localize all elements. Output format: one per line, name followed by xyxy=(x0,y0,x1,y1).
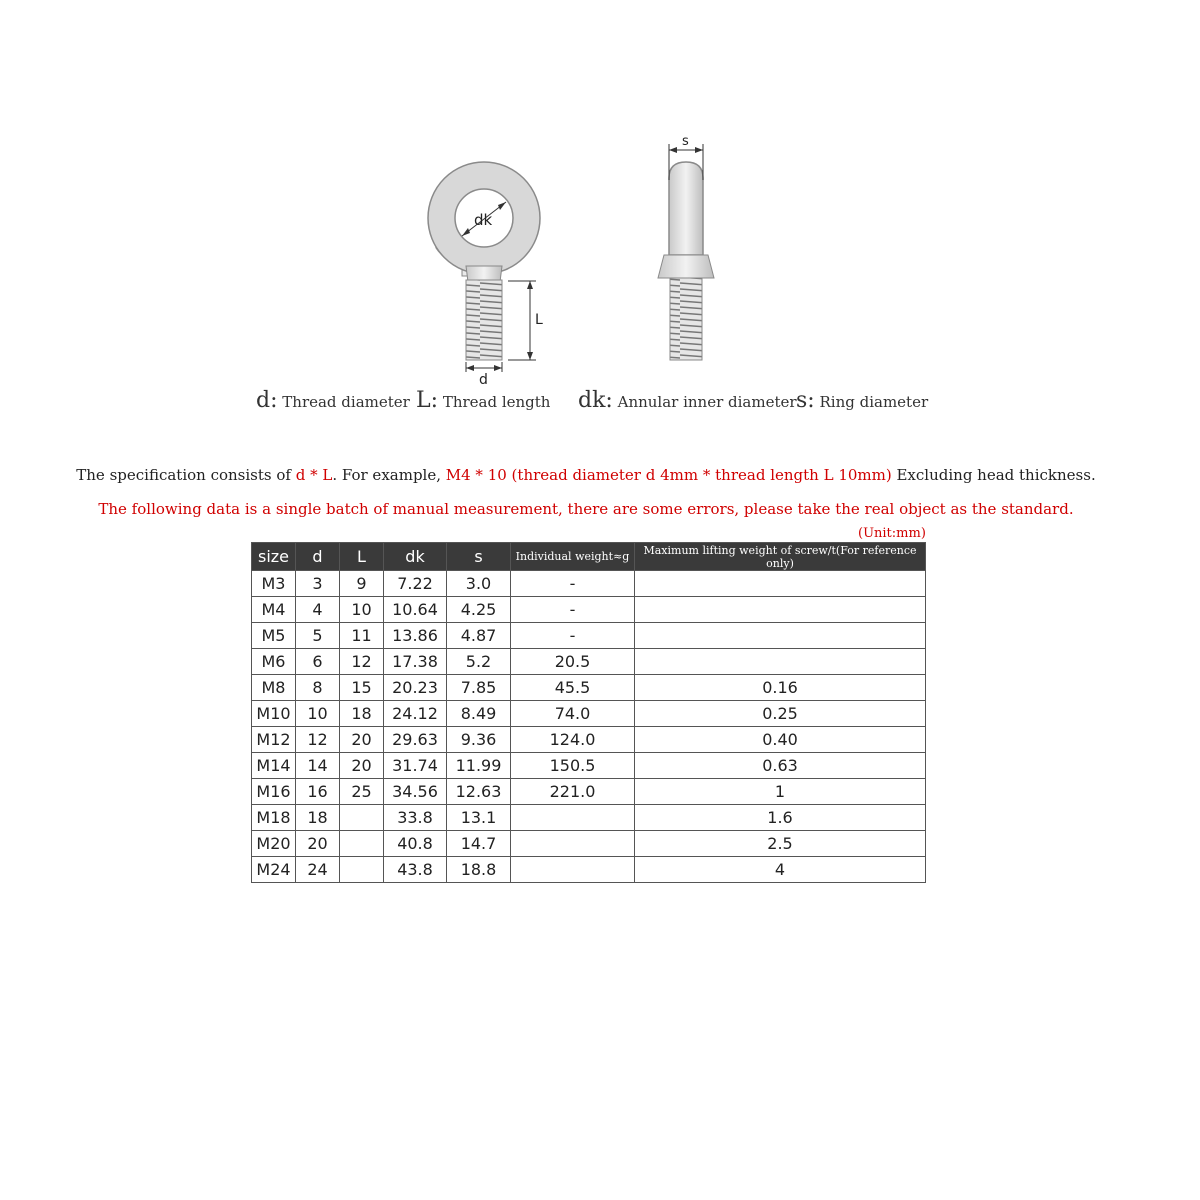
table-cell: 0.25 xyxy=(635,701,926,727)
table-cell: - xyxy=(511,623,635,649)
spec-example: M4 * 10 (thread diameter d 4mm * thread length L 10mm) xyxy=(445,466,892,484)
table-cell: 33.8 xyxy=(384,805,447,831)
spec-after: Excluding head thickness. xyxy=(896,466,1096,484)
dk-label: dk xyxy=(474,211,493,229)
table-row xyxy=(252,571,926,597)
table-cell: 25 xyxy=(340,779,384,805)
table-cell: 0.40 xyxy=(635,727,926,753)
spec-formula: d * L xyxy=(295,466,333,484)
table-cell: 20.5 xyxy=(511,649,635,675)
table-cell: M14 xyxy=(252,753,296,779)
legend-key: L: xyxy=(416,388,439,413)
table-cell: 3 xyxy=(296,571,340,597)
table-cell xyxy=(635,597,926,623)
table-cell: 20.23 xyxy=(384,675,447,701)
table-cell: 3.0 xyxy=(447,571,511,597)
table-cell: 8 xyxy=(296,675,340,701)
thread-shank xyxy=(466,280,502,360)
table-cell: M3 xyxy=(252,571,296,597)
table-cell: 14.7 xyxy=(447,831,511,857)
table-cell: 8.49 xyxy=(447,701,511,727)
table-cell: M4 xyxy=(252,597,296,623)
table-cell: M18 xyxy=(252,805,296,831)
unit-label: (Unit:mm) xyxy=(858,526,926,541)
table-cell: 14 xyxy=(296,753,340,779)
col-header: dk xyxy=(384,543,447,571)
table-cell xyxy=(635,571,926,597)
table-cell: 2.5 xyxy=(635,831,926,857)
table-cell: 4 xyxy=(296,597,340,623)
col-header: size xyxy=(252,543,296,571)
table-cell: 1.6 xyxy=(635,805,926,831)
table-row xyxy=(252,675,926,701)
table-cell: 24.12 xyxy=(384,701,447,727)
col-header: s xyxy=(447,543,511,571)
col-header: d xyxy=(296,543,340,571)
legend-desc: Thread length xyxy=(442,393,551,411)
table-cell: 12 xyxy=(296,727,340,753)
legend-L xyxy=(416,388,550,413)
table-cell: 45.5 xyxy=(511,675,635,701)
table-cell: 24 xyxy=(296,857,340,883)
spec-table xyxy=(251,542,926,883)
eye-bolt-diagram xyxy=(0,0,1200,440)
table-cell: 5.2 xyxy=(447,649,511,675)
table-cell: M8 xyxy=(252,675,296,701)
table-cell: 9 xyxy=(340,571,384,597)
table-cell: 18 xyxy=(340,701,384,727)
col-header: Individual weight≈g xyxy=(511,543,635,571)
legend-desc: Annular inner diameter xyxy=(617,393,797,411)
legend-key: dk: xyxy=(578,388,613,413)
table-cell: 4.87 xyxy=(447,623,511,649)
side-view xyxy=(658,134,714,360)
table-cell: 150.5 xyxy=(511,753,635,779)
table-cell: 20 xyxy=(340,727,384,753)
table-row xyxy=(252,779,926,805)
legend-d xyxy=(256,388,410,413)
table-cell: 74.0 xyxy=(511,701,635,727)
table-cell: 20 xyxy=(296,831,340,857)
table-row xyxy=(252,805,926,831)
legend-dk xyxy=(578,388,797,413)
table-row xyxy=(252,649,926,675)
col-header: Maximum lifting weight of screw/t(For reference only) xyxy=(635,543,926,571)
table-cell: 10.64 xyxy=(384,597,447,623)
table-cell: M20 xyxy=(252,831,296,857)
spec-description xyxy=(0,466,1172,484)
table-cell xyxy=(340,805,384,831)
table-row xyxy=(252,727,926,753)
table-header-row xyxy=(252,543,926,571)
table-row xyxy=(252,701,926,727)
collar xyxy=(658,255,714,278)
table-cell: 40.8 xyxy=(384,831,447,857)
table-cell: 15 xyxy=(340,675,384,701)
table-cell: 10 xyxy=(296,701,340,727)
table-cell: M16 xyxy=(252,779,296,805)
ring-side xyxy=(669,162,703,255)
table-cell xyxy=(635,623,926,649)
col-header: L xyxy=(340,543,384,571)
table-cell: 221.0 xyxy=(511,779,635,805)
table-cell: 1 xyxy=(635,779,926,805)
table-cell xyxy=(340,831,384,857)
table-cell: M24 xyxy=(252,857,296,883)
table-cell xyxy=(511,831,635,857)
table-cell: 29.63 xyxy=(384,727,447,753)
table-cell: 0.16 xyxy=(635,675,926,701)
table-cell xyxy=(511,857,635,883)
table-cell: 31.74 xyxy=(384,753,447,779)
table-row xyxy=(252,597,926,623)
spec-before: The specification consists of xyxy=(76,466,291,484)
table-cell: 7.85 xyxy=(447,675,511,701)
table-cell: 4 xyxy=(635,857,926,883)
table-cell: 12 xyxy=(340,649,384,675)
table-cell: 9.36 xyxy=(447,727,511,753)
s-label: s xyxy=(682,134,689,149)
table-row xyxy=(252,623,926,649)
table-cell: M12 xyxy=(252,727,296,753)
table-cell: 124.0 xyxy=(511,727,635,753)
L-label: L xyxy=(535,312,543,328)
table-cell xyxy=(511,805,635,831)
table-cell: 6 xyxy=(296,649,340,675)
table-cell: M6 xyxy=(252,649,296,675)
table-cell: M5 xyxy=(252,623,296,649)
legend-desc: Thread diameter xyxy=(282,393,410,411)
table-cell: 7.22 xyxy=(384,571,447,597)
legend-s xyxy=(796,388,928,413)
measurement-note: The following data is a single batch of manual measurement, there are some errors, please take the real object as the standard. xyxy=(98,500,1074,518)
table-cell: 13.1 xyxy=(447,805,511,831)
legend-key: s: xyxy=(796,388,815,413)
table-cell xyxy=(340,857,384,883)
table-cell: 18.8 xyxy=(447,857,511,883)
table-cell: 16 xyxy=(296,779,340,805)
legend-desc: Ring diameter xyxy=(819,393,929,411)
table-cell: 11 xyxy=(340,623,384,649)
table-cell: 12.63 xyxy=(447,779,511,805)
table-row xyxy=(252,831,926,857)
spec-middle: . For example, xyxy=(332,466,441,484)
table-row xyxy=(252,753,926,779)
table-cell xyxy=(635,649,926,675)
table-cell: - xyxy=(511,597,635,623)
table-cell: 5 xyxy=(296,623,340,649)
table-cell: - xyxy=(511,571,635,597)
front-view xyxy=(428,162,543,388)
d-label: d xyxy=(479,372,488,388)
table-cell: M10 xyxy=(252,701,296,727)
table-cell: 10 xyxy=(340,597,384,623)
table-cell: 18 xyxy=(296,805,340,831)
table-cell: 34.56 xyxy=(384,779,447,805)
table-cell: 4.25 xyxy=(447,597,511,623)
table-cell: 43.8 xyxy=(384,857,447,883)
table-cell: 17.38 xyxy=(384,649,447,675)
legend-key: d: xyxy=(256,388,278,413)
table-cell: 20 xyxy=(340,753,384,779)
table-cell: 0.63 xyxy=(635,753,926,779)
table-cell: 13.86 xyxy=(384,623,447,649)
table-cell: 11.99 xyxy=(447,753,511,779)
table-row xyxy=(252,857,926,883)
